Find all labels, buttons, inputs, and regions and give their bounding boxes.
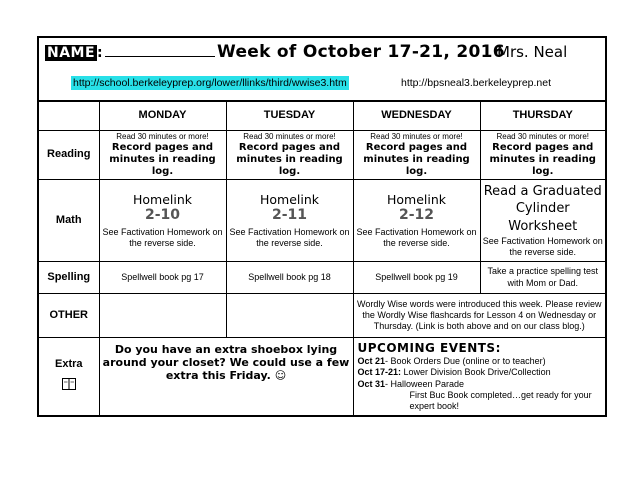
sheet-header xyxy=(39,38,605,102)
reading-task: Record pages and minutes in reading log. xyxy=(363,142,470,177)
math-see-note: See Factivation Homework on the reverse side. xyxy=(229,226,350,249)
upcoming-events xyxy=(353,338,605,416)
reading-tuesday xyxy=(226,131,353,180)
book-icon xyxy=(62,378,76,390)
homework-sheet xyxy=(37,36,607,417)
reading-task: Record pages and minutes in reading log. xyxy=(109,142,216,177)
week-title: Week of October 17-21, 2016 xyxy=(217,42,505,62)
event-text: - Halloween Parade xyxy=(385,378,465,389)
homelink-number: 2-11 xyxy=(271,207,308,224)
math-tuesday xyxy=(226,180,353,262)
row-label-math: Math xyxy=(39,180,99,262)
event-date: Oct 17-21: xyxy=(357,367,402,378)
math-see-note: See Factivation Homework on the reverse side. xyxy=(102,226,223,249)
reading-wednesday xyxy=(353,131,480,180)
name-field: NAME : xyxy=(45,44,215,61)
math-wednesday xyxy=(353,180,480,262)
wordly-wise-link[interactable]: http://school.berkeleyprep.org/lower/llinks/third/wwise3.htm xyxy=(73,77,347,89)
event-text: - Book Orders Due (online or to teacher) xyxy=(385,356,546,366)
homelink-label: Homelink xyxy=(259,191,320,207)
corner-cell xyxy=(39,102,99,131)
event-item xyxy=(358,367,602,378)
homelink-label: Homelink xyxy=(132,191,193,207)
row-label-reading: Reading xyxy=(39,131,99,180)
reading-note: Read 30 minutes or more! xyxy=(243,132,336,141)
row-label-other: OTHER xyxy=(39,294,99,338)
event-item xyxy=(358,379,602,390)
events-title: UPCOMING EVENTS: xyxy=(357,341,501,355)
extra-message: Do you have an extra shoebox lying around your closet? We could use a few extra this Friday. ☺ xyxy=(99,338,353,416)
other-empty-tuesday xyxy=(226,294,353,338)
math-worksheet: Read a Graduated Cylinder Worksheet xyxy=(483,183,602,235)
day-monday: MONDAY xyxy=(99,102,226,131)
other-note: Wordly Wise words were introduced this week. Please review the Wordly Wise flashcards for Lesson 4 on Wednesday or Thursday. (Link is both above and on our class blog.) xyxy=(353,294,605,338)
row-label-extra: Extra xyxy=(54,358,83,371)
homework-table xyxy=(39,102,605,415)
event-date: Oct 31 xyxy=(357,378,386,389)
class-blog-link[interactable]: http://bpsneal3.berkeleyprep.net xyxy=(401,77,552,89)
reading-note: Read 30 minutes or more! xyxy=(496,132,589,141)
math-see-note: See Factivation Homework on the reverse side. xyxy=(356,226,477,249)
extra-row xyxy=(39,338,605,416)
homelink-number: 2-10 xyxy=(144,207,181,224)
day-tuesday: TUESDAY xyxy=(226,102,353,131)
reading-monday xyxy=(99,131,226,180)
reading-task: Record pages and minutes in reading log. xyxy=(236,142,343,177)
spelling-monday: Spellwell book pg 17 xyxy=(99,262,226,294)
reading-task: Record pages and minutes in reading log. xyxy=(489,142,596,177)
reading-note: Read 30 minutes or more! xyxy=(116,132,209,141)
extra-label-cell xyxy=(39,338,99,416)
spelling-row xyxy=(39,262,605,294)
day-thursday: THURSDAY xyxy=(480,102,605,131)
reading-row xyxy=(39,131,605,180)
event-date: Oct 21 xyxy=(357,356,386,366)
name-blank xyxy=(105,44,215,57)
event-item xyxy=(358,356,602,367)
homelink-label: Homelink xyxy=(386,191,447,207)
homelink-number: 2-12 xyxy=(398,207,435,224)
math-monday xyxy=(99,180,226,262)
other-empty-monday xyxy=(99,294,226,338)
row-label-spelling: Spelling xyxy=(39,262,99,294)
spelling-tuesday: Spellwell book pg 18 xyxy=(226,262,353,294)
math-thursday xyxy=(480,180,605,262)
reading-note: Read 30 minutes or more! xyxy=(370,132,463,141)
day-wednesday: WEDNESDAY xyxy=(353,102,480,131)
event-text: Lower Division Book Drive/Collection xyxy=(401,367,551,378)
teacher-name: Mrs. Neal xyxy=(497,43,568,61)
other-row xyxy=(39,294,605,338)
name-label: NAME xyxy=(47,45,96,61)
math-row xyxy=(39,180,605,262)
reading-thursday xyxy=(480,131,605,180)
event-note: First Buc Book completed…get ready for your expert book! xyxy=(409,389,592,411)
math-see-note: See Factivation Homework on the reverse side. xyxy=(482,235,603,257)
spelling-wednesday: Spellwell book pg 19 xyxy=(353,262,480,294)
spelling-thursday: Take a practice spelling test with Mom or Dad. xyxy=(480,262,605,294)
day-header-row xyxy=(39,102,605,131)
